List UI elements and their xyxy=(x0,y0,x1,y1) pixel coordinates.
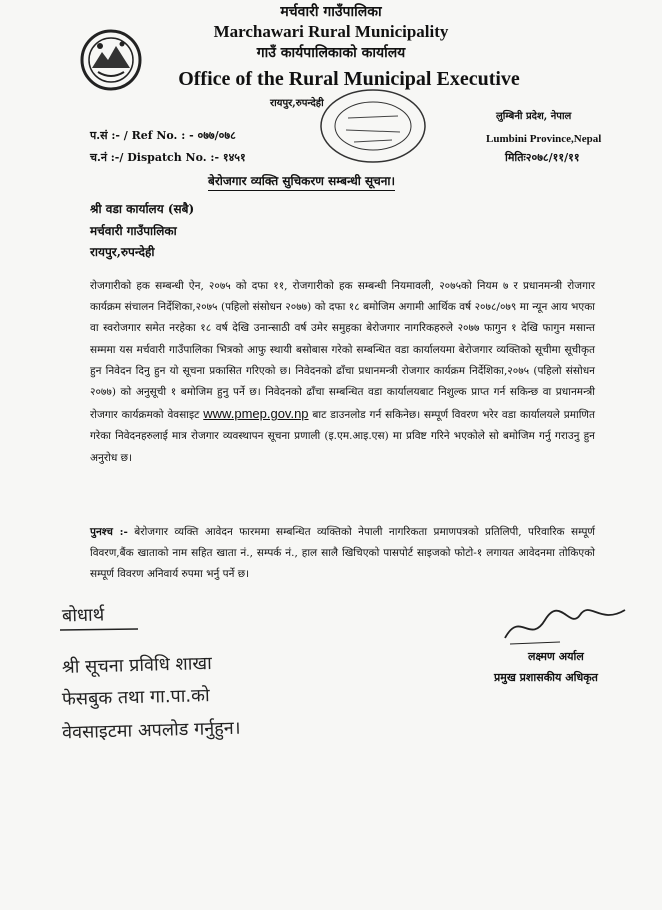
province-en: Lumbini Province,Nepal xyxy=(486,133,602,145)
handwritten-line-2: फेसबुक तथा गा.पा.को xyxy=(61,685,210,710)
reference-number: प.सं :- / Ref No. : - ०७७/०७८ xyxy=(90,129,236,142)
handwritten-line-1: श्री सूचना प्रविधि शाखा xyxy=(61,653,213,678)
handwritten-line-3: वेवसाइटमा अपलोड गर्नुहुन। xyxy=(61,717,241,744)
website-link[interactable]: www.pmep.gov.np xyxy=(203,406,309,422)
signature-scribble-icon xyxy=(500,600,630,650)
postscript-label: पुनश्च :- xyxy=(90,526,128,538)
body-paragraph-1 xyxy=(90,276,595,469)
body-text-after-url: बाट डाउनलोड गर्न सकिनेछ। सम्पूर्ण विवरण भरेर वडा कार्यालयले प्रमाणित गरेका निवेदनहरुलाई मात्र रोजगार व्यवस्थापन सूचना प्रणाली (इ.एम.आइ.एस) मा प्रविष्ट गरिने भएकोले सो बमोजिम गर्नु गराउनु हुन अनुरोध छ। xyxy=(90,409,595,464)
body-paragraph-2 xyxy=(90,522,595,586)
municipality-name-np: मर्चवारी गाउँपालिका xyxy=(280,4,382,20)
office-stamp-icon xyxy=(318,86,428,166)
office-name-en: Office of the Rural Municipal Executive xyxy=(178,68,520,90)
subject-line: बेरोजगार व्यक्ति सुचिकरण सम्बन्धी सूचना। xyxy=(208,172,395,191)
addressee-line-3: रायपुर,रुपन्देही xyxy=(90,245,155,259)
municipality-name-en: Marchawari Rural Municipality xyxy=(213,22,449,41)
office-address: रायपुर,रुपन्देही xyxy=(270,98,324,109)
signatory-title: प्रमुख प्रशासकीय अधिकृत xyxy=(494,671,598,684)
province-np: लुम्बिनी प्रदेश, नेपाल xyxy=(496,111,572,122)
handwritten-underline xyxy=(60,627,140,633)
addressee-line-1: श्री वडा कार्यालय (सबै) xyxy=(90,202,195,216)
body-text-before-url: रोजगारीको हक सम्बन्धी ऐन, २०७५ को दफा ११, रोजगारीको हक सम्बन्धी नियमावली, २०७५को नियम ७ र प्रधानमन्त्री रोजगार कार्यक्रम संचालन निर्देशिका,२०७५ (पहिलो संसोधन २०७७) को दफा १८ बमोजिम अगामी आर्थिक वर्ष २०७८/०७९ मा न्यून आय भएका वा स्वरोजगार समेत नरहेका १८ वर्ष देखि उनान्साठी वर्ष उमेर समुहका बेरोजगार नागरिकहरुले २०७७ फागुन १ देखि फागुन मसान्त सम्ममा यस मर्चवारी गाउँपालिका भित्रको आफु स्थायी बसोबास गरेको सम्बन्धित वडा कार्यालयमा बेरोजगार व्यक्तिको सूचीमा सूचीकृत हुन निवेदन दिनु हुन यो सूचना प्रकासित गरिएको छ। निवेदनको ढाँचा प्रधानमन्त्री रोजगार कार्यक्रम निर्देशिका,२०७५ (पहिलो संसोधन २०७७) को अनुसूची १ बमोजिम हुनु पर्ने छ। निवेदनको ढाँचा सम्बन्धित वडा कार्यालयबाट निशुल्क प्राप्त गर्न सकिन्छ वा प्रधानमन्त्री रोजगार कार्यक्रमको वेवसाइट xyxy=(90,280,595,422)
letter-date: मितिः२०७८/११/११ xyxy=(505,151,580,164)
addressee-line-2: मर्चवारी गाउँपालिका xyxy=(90,224,177,238)
handwritten-bodharth: बोधार्थ xyxy=(61,604,105,627)
office-name-np: गाउँ कार्यपालिकाको कार्यालय xyxy=(256,45,406,61)
signatory-name: लक्ष्मण अर्याल xyxy=(528,650,584,663)
postscript-text: बेरोजगार व्यक्ति आवेदन फारममा सम्बन्धित व्यक्तिको नेपाली नागरिकता प्रमाणपत्रको प्रतिलिपी, परिवारिक सम्पूर्ण विवरण,बैंक खाताको नाम सहित खाता नं., सम्पर्क नं., हाल सालै खिचिएको पासपोर्ट साइजको फोटो-१ लगायत आवेदनमा तोकिएको सम्पूर्ण विवरण अनिवार्य रुपमा भर्नु पर्ने छ। xyxy=(90,526,595,581)
dispatch-number: च.नं :-/ Dispatch No. :- १४५१ xyxy=(90,151,246,164)
